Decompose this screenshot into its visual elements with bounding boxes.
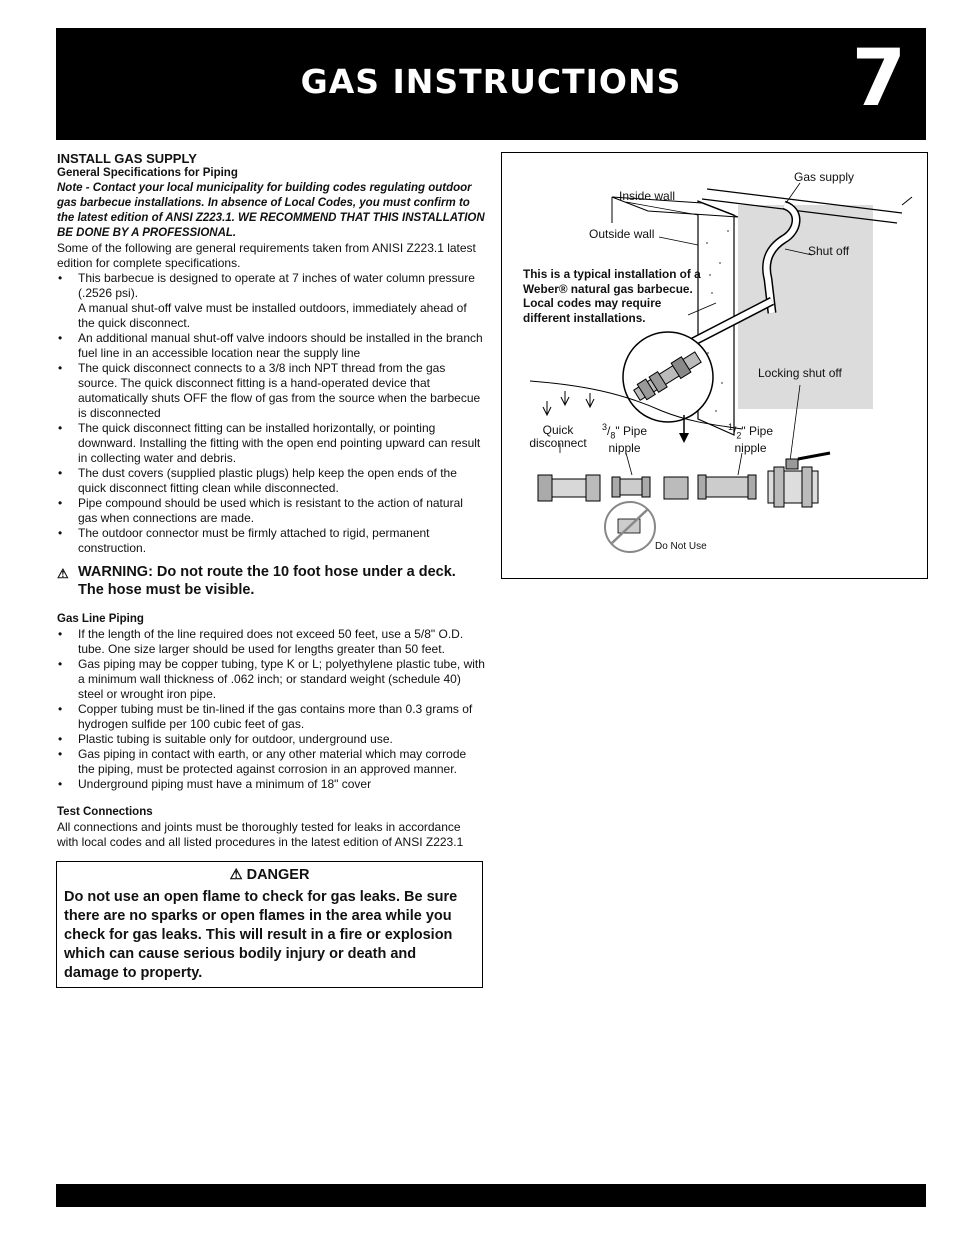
inside-wall-label: Inside wall [619,189,676,203]
danger-text: Do not use an open flame to check for gas leaks. Be sure there are no sparks or open flames in the area while you check for gas leaks. This will result in a fire or explosion which can cause serious bodily injury or death and damage to property. [64,889,458,981]
warning-triangle-icon: ⚠ [57,566,69,581]
footer-bar [56,1184,926,1207]
list-item: • Plastic tubing is suitable only for outdoor, underground use. [57,732,485,747]
diagram-note: This is a typical installation of a Weber® natural gas barbecue. Local codes may require different installations. [523,267,701,325]
list-item-extra: A manual shut-off valve must be installed outdoors, immediately ahead of the quick disconnect. [78,301,467,330]
install-list [57,271,485,556]
do-not-use-label: Do Not Use [655,541,707,552]
warning-message [57,563,485,599]
intro-text: Some of the following are general requirements taken from ANISI Z223.1 latest edition for complete specifications. [57,241,476,270]
gas-line-title: Gas Line Piping [57,613,144,625]
list-item: • Gas piping in contact with earth, or any other material which may corrode the piping, must be protected against corrosion in an approved manner. [57,747,485,777]
list-item: • If the length of the line required does not exceed 50 feet, use a 5/8" O.D. tube. One size larger should be used for lengths greater than 50 feet. [57,627,485,657]
locking-shut-off-label: Locking shut off [758,366,842,380]
list-item: • The outdoor connector must be firmly attached to rigid, permanent construction. [57,526,485,556]
danger-title: ⚠ DANGER [229,867,310,883]
gas-line-list [57,627,485,792]
list-item: • An additional manual shut-off valve indoors should be installed in the branch fuel line in an accessible location near the supply line [57,331,485,361]
danger-box [56,861,483,988]
pipe-nipple-1-2 [702,477,752,497]
test-title: Test Connections [57,806,153,818]
page-title: GAS INSTRUCTIONS [300,62,682,101]
page-number: 7 [851,34,906,124]
list-item: • The quick disconnect fitting can be installed horizontally, or pointing downward. Installing the fitting with the open end pointing upward can result in collecting water and debris. [57,421,485,466]
pipe-3-8-label: $^3/_8$" Pipe nipple [602,422,647,456]
list-item: • This barbecue is designed to operate at 7 inches of water column pressure (.2526 psi). A manual shut-off valve must be installed outdoors, immediately ahead of the quick disconnect. [57,271,485,331]
list-item: • The dust covers (supplied plastic plugs) help keep the open ends of the quick disconnect fitting clean while disconnected. [57,466,485,496]
outside-wall-label: Outside wall [589,227,655,241]
warning-triangle-icon: ⚠ [229,867,243,883]
gas-supply-label: Gas supply [794,170,855,184]
warning-text: WARNING: Do not route the 10 foot hose under a deck. The hose must be visible. [78,564,456,598]
header-bar [56,28,926,140]
shut-off-label: Shut off [808,244,850,258]
installation-illustration [502,153,927,578]
section-subtitle: General Specifications for Piping [57,167,238,179]
pipe-1-2-label: $^1/_2$" Pipe nipple [728,422,773,456]
installation-diagram [501,152,928,579]
test-text: All connections and joints must be thoroughly tested for leaks in accordance with local codes and all listed procedures in the latest edition of ANSI Z223.1 [57,820,464,849]
list-item: • Gas piping may be copper tubing, type K or L; polyethylene plastic tube, with a minimum wall thickness of .062 inch; or standard weight (schedule 40) steel or wrought iron pipe. [57,657,485,702]
section-title: INSTALL GAS SUPPLY [57,151,197,166]
list-item: • Copper tubing must be tin-lined if the gas contains more than 0.3 grams of hydrogen sulfide per 100 cubic feet of gas. [57,702,485,732]
list-item: • The quick disconnect connects to a 3/8 inch NPT thread from the gas source. The quick disconnect fitting is a hand-operated device that automatically shuts OFF the flow of gas from the source when the barbecue is disconnected [57,361,485,421]
list-item: • Pipe compound should be used which is resistant to the action of natural gas when connections are made. [57,496,485,526]
code-note: Note - Contact your local municipality for building codes regulating outdoor gas barbecue installations. In absence of Local Codes, you must confirm to the latest edition of ANSI Z223.1. WE RECOMMEND THAT THIS INSTALLATION BE DONE BY A PROFESSIONAL. [57,182,485,239]
instructions-column [57,150,485,850]
list-item: • Underground piping must have a minimum of 18" cover [57,777,485,792]
quick-disconnect-part [538,475,552,501]
quick-disconnect-label: Quick disconnect [529,423,587,450]
